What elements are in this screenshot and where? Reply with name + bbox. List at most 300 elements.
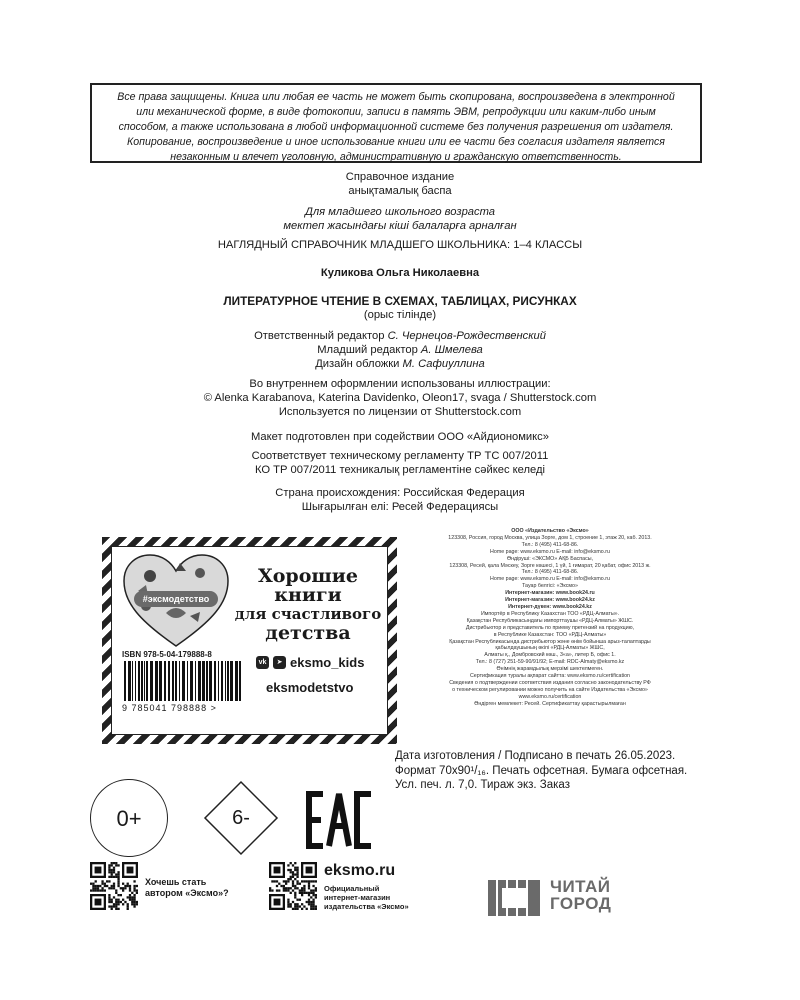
print-data (395, 749, 735, 793)
qr-module (111, 901, 113, 903)
publisher-line: қабылдаушының өкілі «РДЦ-Алматы» ЖШС, (495, 645, 605, 652)
site-description-line: интернет-магазин (324, 893, 391, 902)
qr-module (296, 873, 298, 875)
qr-module (292, 876, 294, 878)
qr-module (308, 894, 310, 896)
qr-module (315, 896, 317, 898)
qr-module (115, 889, 117, 891)
qr-module (129, 894, 131, 896)
qr-module (115, 862, 117, 864)
qr-module (315, 908, 317, 910)
barcode-bar (187, 661, 188, 701)
publisher-line: ООО «Издательство «Эксмо» (511, 528, 589, 534)
qr-module (294, 896, 296, 898)
qr-module (117, 873, 119, 875)
qr-module (276, 885, 278, 887)
qr-module (113, 905, 115, 907)
qr-module (108, 867, 110, 869)
qr-module (113, 867, 115, 869)
qr-module (127, 867, 134, 874)
qr-module (111, 905, 113, 907)
stamp-inner (111, 546, 388, 735)
qr-module (115, 876, 117, 878)
qr-module (290, 862, 292, 864)
qr-module (312, 880, 314, 882)
publisher-line: Дистрибьютор и представитель по приему претензий на продукцию, (465, 624, 635, 631)
qr-module (111, 871, 113, 873)
qr-module (292, 883, 294, 885)
qr-module (120, 887, 122, 889)
qr-module (315, 894, 317, 896)
qr-module (133, 905, 135, 907)
qr-module (133, 901, 135, 903)
qr-module (312, 899, 314, 901)
barcode-bar (164, 661, 166, 701)
barcode-bar (218, 661, 219, 701)
qr-module (274, 899, 281, 906)
barcode-bar (190, 661, 193, 701)
publisher-line: Сертификация туралы ақпарат сайтта: www.eksmo.ru/certification (469, 673, 631, 680)
barcode-bar (230, 661, 233, 701)
barcode-bar (128, 661, 131, 701)
qr-module (127, 883, 129, 885)
qr-module (111, 885, 113, 887)
publisher-line: о техническом регулировании можно получить на сайте Издательства «Эксмо» (452, 686, 648, 693)
qr-module (133, 889, 135, 891)
qr-module (113, 862, 115, 864)
qr-module (97, 889, 99, 891)
qr-module (287, 869, 289, 871)
qr-module (315, 887, 317, 889)
author (0, 266, 800, 280)
stamp-title-line: Хорошие (258, 565, 358, 587)
publisher-line: Өнімнің жарамдылық мерзімі шектелмеген. (496, 666, 604, 673)
social-handle-text: eksmo_kids (290, 655, 365, 670)
qr-module (117, 876, 119, 878)
qr-module (108, 896, 110, 898)
qr-module (283, 880, 285, 882)
publisher-line: 123308, Россия, город Москва, улица Зорге, дом 1, строение 1, этаж 20, каб. 2013. (448, 534, 652, 541)
author-call (145, 877, 229, 899)
qr-module (308, 880, 310, 882)
qr-module (111, 864, 113, 866)
qr-module (299, 892, 301, 894)
qr-module (90, 889, 92, 891)
qr-module (292, 871, 294, 873)
qr-module (303, 880, 305, 882)
qr-module (310, 901, 312, 903)
qr-module (115, 903, 117, 905)
qr-module (287, 878, 289, 880)
qr-module (115, 901, 117, 903)
qr-module (133, 885, 135, 887)
qr-module (122, 883, 124, 885)
qr-module (117, 885, 119, 887)
qr-module (308, 901, 310, 903)
qr-module (95, 885, 97, 887)
qr-module (280, 885, 282, 887)
qr-module (133, 887, 135, 889)
qr-module (301, 892, 303, 894)
qr-module (290, 876, 292, 878)
qr-module (301, 887, 303, 889)
qr-module (312, 885, 314, 887)
publisher-line: Интернет-дүкен: www.book24.kz (508, 603, 592, 610)
qr-module (101, 889, 103, 891)
qr-module (101, 887, 103, 889)
qr-module (108, 901, 110, 903)
barcode-bar (138, 661, 140, 701)
social-handle (256, 655, 364, 670)
qr-module (122, 889, 124, 891)
qr-module (95, 867, 102, 874)
qr-module (287, 905, 289, 907)
vk-icon: vk (256, 656, 269, 669)
qr-module (276, 889, 278, 891)
publisher-line: Импортёр в Республику Казахстан ТОО «РДЦ-Алматы». (480, 610, 620, 617)
qr-module (129, 896, 131, 898)
barcode-bar (124, 661, 126, 701)
qr-module (131, 896, 133, 898)
illustrations-line: Используется по лицензии от Shutterstock.com (278, 406, 522, 418)
qr-module (296, 883, 298, 885)
qr-module (117, 864, 119, 866)
audience-kz: мектеп жасындағы кіші балаларға арналған (283, 220, 517, 232)
qr-module (290, 905, 292, 907)
qr-module (101, 883, 103, 885)
qr-module (127, 908, 129, 910)
stamp-title (234, 567, 382, 643)
qr-module (287, 903, 289, 905)
publisher-line: Қазақстан Республикасындағы импорттаушы «РДЦ-Алматы» ЖШС. (466, 617, 634, 624)
qr-module (296, 871, 298, 873)
qr-module (306, 901, 308, 903)
qr-module (285, 887, 287, 889)
qr-module (111, 873, 113, 875)
publisher-line: Тел.: 8 (495) 411-68-86. (521, 569, 579, 576)
qr-module (294, 862, 296, 864)
editor-line (0, 357, 800, 371)
qr-module (113, 885, 115, 887)
qr-module (308, 899, 310, 901)
audience-ru: Для младшего школьного возраста (304, 206, 496, 218)
qr-module (303, 905, 305, 907)
qr-module (106, 885, 108, 887)
qr-module (312, 894, 314, 896)
stamp-title-line: детства (265, 622, 351, 644)
qr-module (294, 894, 296, 896)
qr-module (301, 894, 303, 896)
qr-module (129, 899, 131, 901)
qr-module (129, 887, 131, 889)
origin-kz: Шығарылған елі: Ресей Федерациясы (301, 501, 499, 513)
qr-module (113, 871, 115, 873)
qr-module (303, 885, 305, 887)
chitai-gorod-line: ЧИТАЙ (550, 877, 611, 896)
qr-module (131, 892, 133, 894)
barcode-bar (225, 661, 226, 701)
qr-module (310, 892, 312, 894)
rights-line: Копирование, воспроизведение и иное использование книги или ее части без согласия издателя является (127, 136, 665, 148)
qr-module (299, 889, 301, 891)
publisher-line: Алматы қ., Домбровский көш., 3«а», литер Б, офис 1. (484, 652, 616, 659)
barcode-bar (159, 661, 162, 701)
qr-module (117, 908, 119, 910)
qr-module (108, 871, 110, 873)
qr-module (113, 876, 115, 878)
series (0, 238, 800, 252)
layout-credit (0, 430, 800, 444)
qr-module (296, 880, 298, 882)
qr-module (99, 889, 101, 891)
qr-module (117, 894, 119, 896)
chitai-gorod-line: ГОРОД (550, 894, 612, 913)
heart-label: #эксмодетство (134, 591, 218, 607)
chitai-gorod-text (550, 878, 611, 912)
eac-mark-icon (305, 790, 375, 850)
qr-module (108, 864, 110, 866)
qr-module (310, 880, 312, 882)
qr-module (111, 876, 113, 878)
qr-module (308, 892, 310, 894)
barcode-bar (179, 661, 180, 701)
barcode-bar (227, 661, 229, 701)
qr-module (129, 889, 131, 891)
qr-module (92, 885, 94, 887)
qr-module (303, 892, 305, 894)
qr-module (117, 880, 119, 882)
qr-module (283, 887, 285, 889)
qr-module (292, 873, 294, 875)
edition-type (0, 170, 800, 198)
publisher-line: Тауар белгісі: «Эксмо» (522, 583, 578, 590)
qr-module (111, 908, 113, 910)
origin-ru: Страна происхождения: Российская Федерация (275, 487, 525, 499)
qr-module (290, 892, 292, 894)
chitai-gorod-logo-icon (488, 880, 540, 916)
author-call-line: автором «Эксмо»? (145, 888, 229, 898)
qr-module (113, 887, 115, 889)
barcode-bar (135, 661, 136, 701)
qr-module (129, 885, 131, 887)
qr-module (122, 899, 124, 901)
qr-module (131, 903, 133, 905)
barcode-bar (146, 661, 148, 701)
publisher-line: Қазақстан Республикасында дистрибьютор және өнім бойынша арыз-талаптарды (449, 638, 651, 645)
qr-module (301, 880, 303, 882)
qr-module (111, 869, 113, 871)
qr-module (296, 908, 298, 910)
qr-module (111, 887, 113, 889)
qr-module (308, 883, 310, 885)
qr-module (283, 889, 285, 891)
qr-module (111, 899, 113, 901)
qr-module (117, 903, 119, 905)
publisher-line: www.eksmo.ru/certification (518, 693, 582, 700)
qr-module (294, 873, 296, 875)
qr-module (315, 905, 317, 907)
barcode-bar (214, 661, 216, 701)
regulation-kz: КО ТР 007/2011 техникалық регламентіне сәйкес келеді (254, 464, 546, 476)
qr-module (312, 889, 314, 891)
qr-module (310, 903, 312, 905)
qr-module (292, 889, 294, 891)
editor-line (0, 343, 800, 357)
author-call-line: Хочешь стать (145, 877, 207, 887)
qr-module (306, 892, 308, 894)
qr-module (113, 896, 115, 898)
qr-module (308, 903, 310, 905)
qr-module (294, 905, 296, 907)
qr-module (92, 887, 94, 889)
qr-module (296, 876, 298, 878)
qr-module (290, 878, 292, 880)
qr-module (294, 878, 296, 880)
qr-module (292, 901, 294, 903)
qr-module (287, 899, 289, 901)
qr-module (285, 883, 287, 885)
qr-module (306, 908, 308, 910)
barcode-digits: 9 785041 798888 > (122, 703, 217, 713)
qr-module (131, 899, 133, 901)
qr-module (115, 908, 117, 910)
qr-module (124, 885, 126, 887)
qr-module (287, 880, 289, 882)
qr-module (303, 887, 305, 889)
qr-module (115, 899, 117, 901)
qr-module (133, 880, 135, 882)
qr-module (271, 880, 273, 882)
qr-module (117, 901, 119, 903)
qr-module (312, 908, 314, 910)
qr-module (115, 905, 117, 907)
qr-module (108, 905, 110, 907)
editor-name: М. Сафиуллина (402, 358, 485, 370)
qr-module (292, 880, 294, 882)
print-data-line: Формат 70x90¹/₁₆. Печать офсетная. Бумага офсетная. (395, 764, 688, 777)
qr-module (312, 892, 314, 894)
site-description-line: издательства «Эксмо» (324, 902, 409, 911)
print-data-line: Усл. печ. л. 7,0. Тираж экз. Заказ (395, 779, 570, 791)
qr-module (296, 905, 298, 907)
qr-module (294, 867, 296, 869)
qr-module (299, 905, 301, 907)
qr-module (276, 880, 278, 882)
qr-module (117, 883, 119, 885)
qr-module (115, 873, 117, 875)
editor-role: Ответственный редактор (254, 330, 385, 342)
barcode-bar (144, 661, 145, 701)
illustrations-credit (0, 377, 800, 419)
qr-code-icon (269, 862, 317, 910)
qr-module (310, 889, 312, 891)
qr-module (108, 876, 110, 878)
language-note: (орыс тілінде) (363, 309, 437, 321)
publisher-info (400, 528, 700, 708)
qr-module (274, 867, 281, 874)
telegram-icon: ➤ (273, 656, 286, 669)
qr-module (115, 892, 117, 894)
publisher-line: Сведения о подтверждении соответствия издания согласно законодательству РФ (449, 679, 651, 686)
qr-module (127, 903, 129, 905)
publisher-line: 123308, Ресей, қала Мәскеу, Зорге көшесі, 1 үй, 1 ғимарат, 20 қабат, офис 2013 ж. (449, 562, 651, 569)
stamp-title-line: книги (274, 584, 342, 606)
barcode-bar (141, 661, 143, 701)
qr-module (303, 889, 305, 891)
barcode (122, 661, 246, 701)
audience (0, 205, 800, 233)
author-name: Куликова Ольга Николаевна (320, 267, 480, 279)
isbn: ISBN 978-5-04-179888-8 (122, 650, 212, 659)
qr-module (290, 887, 292, 889)
editors (0, 329, 800, 371)
qr-module (296, 887, 298, 889)
qr-module (136, 892, 138, 894)
qr-module (306, 867, 313, 874)
qr-module (315, 880, 317, 882)
book-title-block (0, 294, 800, 322)
qr-module (301, 903, 303, 905)
site-description-line: Официальный (324, 884, 380, 893)
qr-module (122, 903, 124, 905)
publisher-line: Тел.: 8 (727) 251-59-90/91/92; E-mail: RDC-Almaty@eksmo.kz (475, 659, 625, 666)
qr-module (271, 889, 273, 891)
qr-module (292, 864, 294, 866)
age-rating-6: 6- (232, 807, 250, 829)
qr-module (294, 887, 296, 889)
qr-module (294, 892, 296, 894)
heart-badge (120, 551, 232, 651)
barcode-bar (132, 661, 133, 701)
qr-module (308, 885, 310, 887)
publisher-line: Home page: www.eksmo.ru E-mail: info@eksmo.ru (490, 548, 610, 555)
publisher-line: Интернет-магазин: www.book24.kz (505, 597, 595, 604)
qr-module (136, 889, 138, 891)
qr-module (122, 887, 124, 889)
qr-module (285, 880, 287, 882)
barcode-bar (235, 661, 238, 701)
qr-module (104, 885, 106, 887)
qr-module (312, 901, 314, 903)
qr-module (299, 899, 301, 901)
barcode-bar (202, 661, 205, 701)
qr-module (108, 894, 110, 896)
qr-module (294, 908, 296, 910)
qr-module (95, 899, 102, 906)
qr-module (127, 885, 129, 887)
regulation (0, 449, 800, 477)
rights-line: незаконным и влечет уголовную, административную и гражданскую ответственность. (170, 151, 622, 163)
qr-module (111, 862, 113, 864)
qr-module (292, 908, 294, 910)
qr-module (124, 887, 126, 889)
qr-module (117, 878, 119, 880)
illustrations-line: Во внутреннем оформлении использованы иллюстрации: (249, 378, 551, 390)
qr-module (294, 885, 296, 887)
qr-module (95, 889, 97, 891)
qr-module (296, 899, 298, 901)
qr-module (274, 880, 276, 882)
rights-line: Все права защищены. Книга или любая ее часть не может быть скопирована, воспроизведена в электронной (117, 91, 675, 103)
publisher-line: Өндіруші: «ЭКСМО» АҚБ Баспасы, (506, 555, 594, 562)
qr-module (120, 901, 122, 903)
qr-module (285, 889, 287, 891)
qr-module (115, 864, 117, 866)
qr-module (113, 883, 115, 885)
editor-name: А. Шмелева (420, 344, 483, 356)
qr-module (95, 880, 97, 882)
age-rating-0: 0+ (90, 779, 168, 857)
